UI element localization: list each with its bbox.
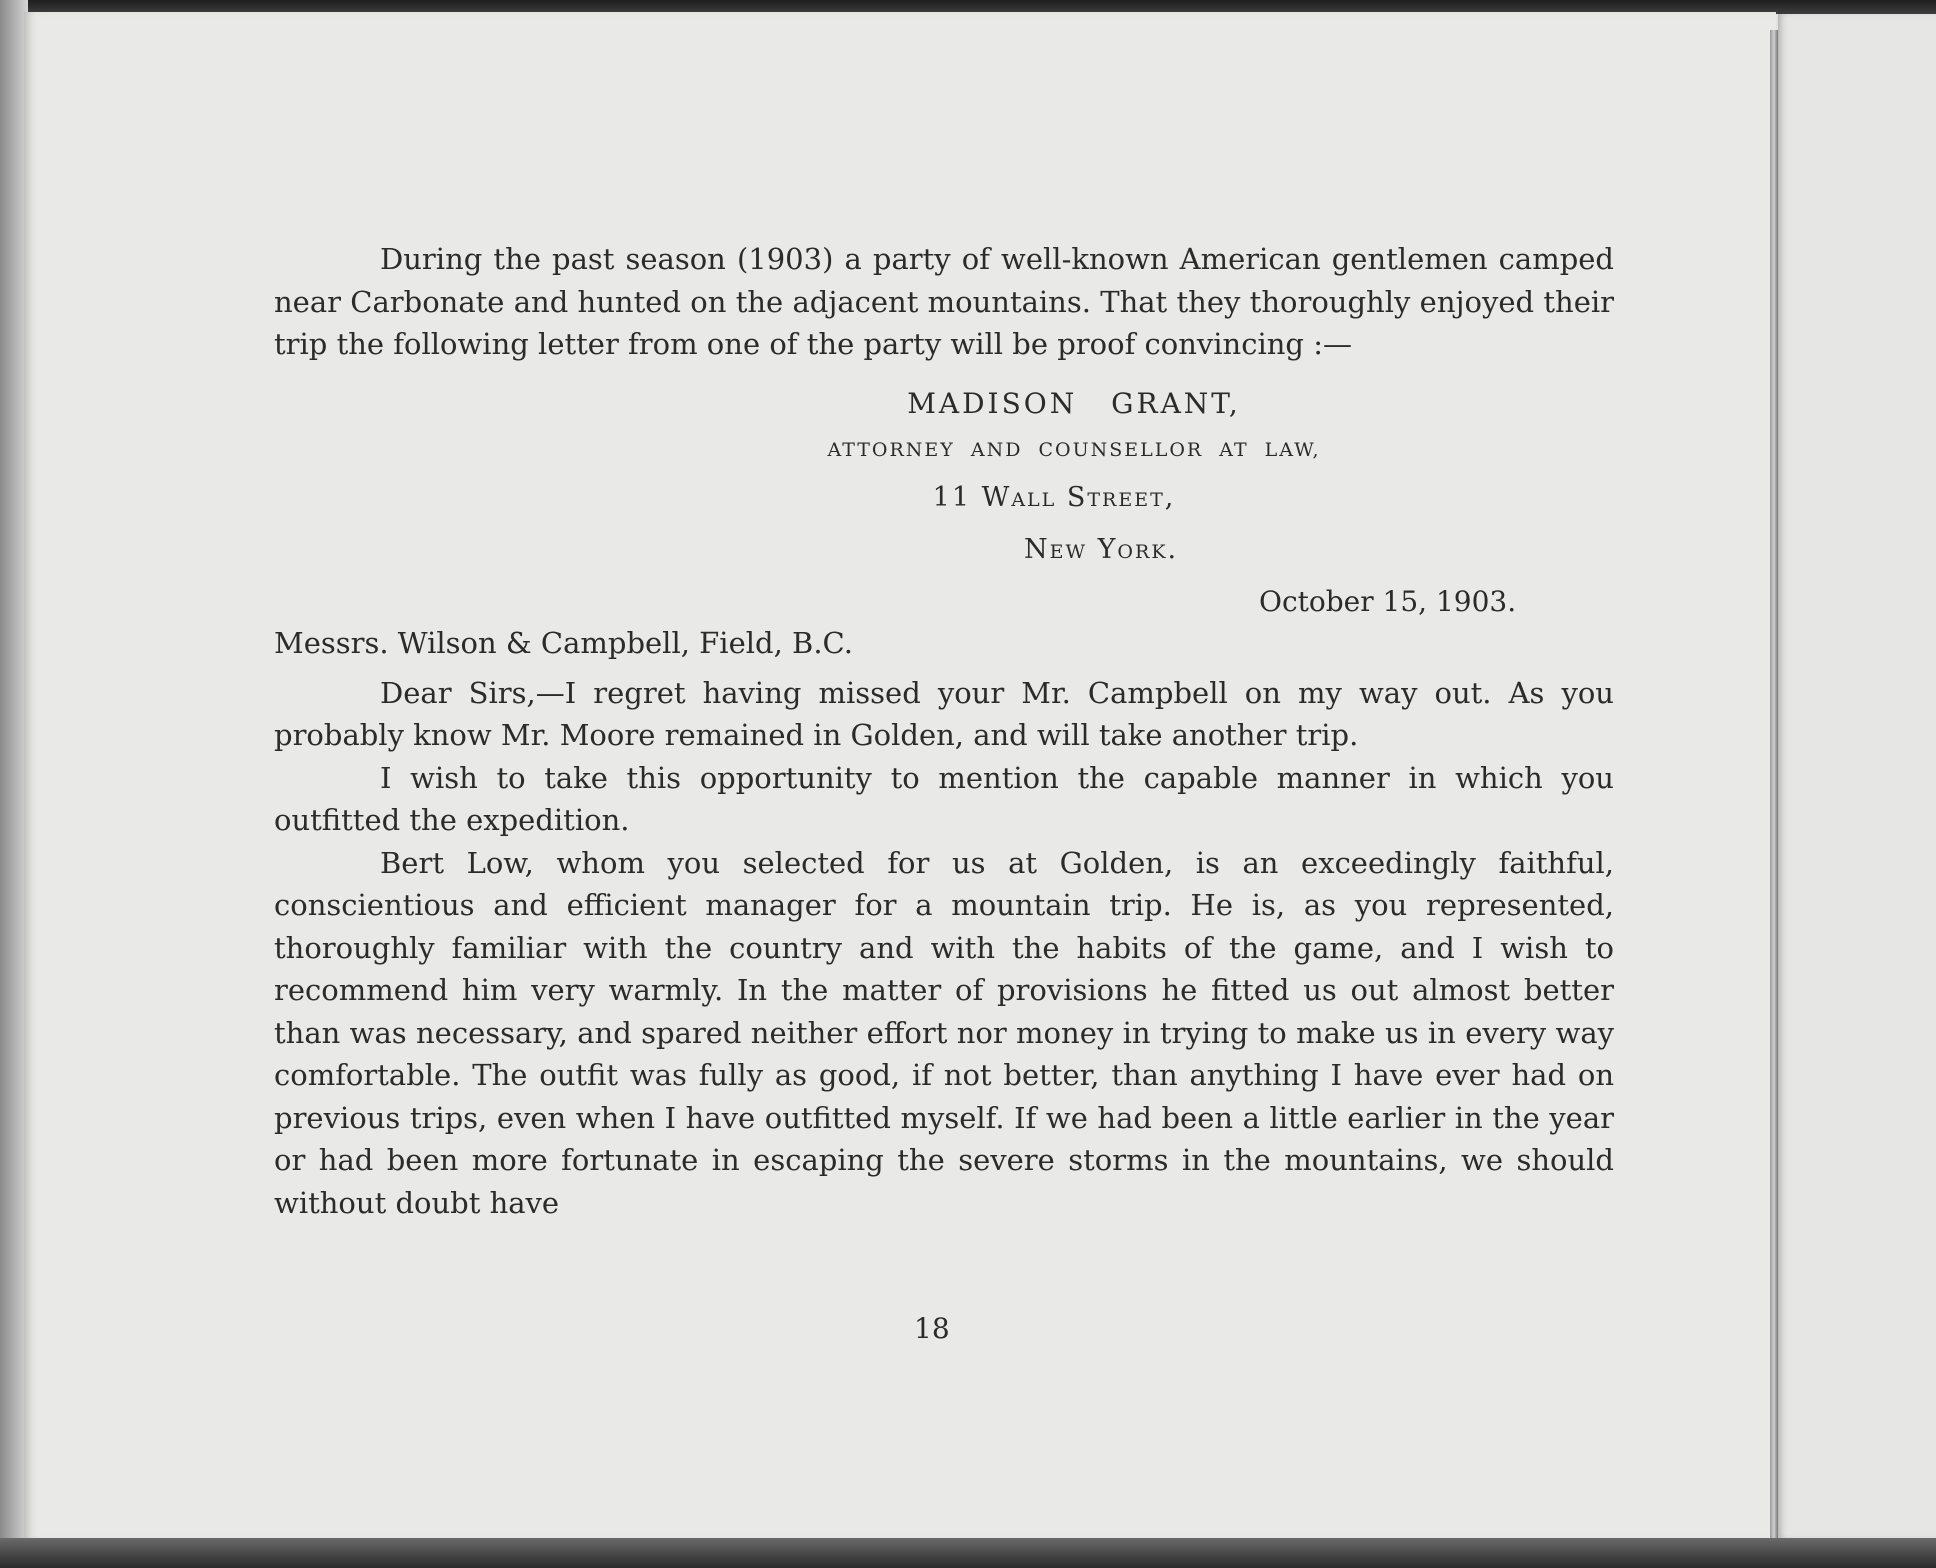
letter-recipient: Messrs. Wilson & Campbell, Field, B.C. [274, 625, 853, 660]
adjacent-page [1778, 14, 1936, 1538]
letter-paragraph: Dear Sirs,—I regret having missed your Mr. Campbell on my way out. As you probably know Mr. Moore remained in Golden, and will take another trip. [274, 675, 1614, 752]
book-page [24, 12, 1776, 1540]
letter-paragraph: Bert Low, whom you selected for us at Golden, is an exceedingly faithful, conscientious and efficient manager for a mountain trip. He is, as you represented, thoroughly familiar with the country and with the habits of the game, and I wish to recommend him very warmly. In the matter of provisions he fitted us out almost better than was necessary, and spared neither effort nor money in trying to make us in every way comfortable. The outfit was fully as good, if not better, than anything I have ever had on previous trips, even when I have outfitted myself. If we had been a little earlier in the year or had been more fortunate in escaping the severe storms in the mountains, we should without doubt have [274, 845, 1614, 1220]
page-number: 18 [914, 1312, 950, 1345]
intro-paragraph: During the past season (1903) a party of well-known American gentlemen camped near Carbonate and hunted on the adjacent mountains. That they thoroughly enjoyed their trip the following letter from one of the party will be proof convincing :— [274, 242, 1614, 361]
letter-paragraph: I wish to take this opportunity to mention the capable manner in which you outfitted the expedition. [274, 760, 1614, 837]
book-gutter [1770, 30, 1778, 1540]
letterhead-address: 11 Wall Street, [932, 481, 1176, 513]
bottom-edge-shadow [0, 1538, 1936, 1568]
letterhead-title: ATTORNEY AND COUNSELLOR AT LAW, [827, 438, 1321, 461]
letterhead-name: MADISON GRANT, [907, 386, 1241, 420]
letter-body [274, 672, 1614, 1225]
letterhead [274, 384, 1614, 570]
letterhead-city: New York. [1024, 533, 1179, 565]
page-text-block [274, 238, 1614, 1224]
letter-date: October 15, 1903. [1259, 584, 1517, 618]
